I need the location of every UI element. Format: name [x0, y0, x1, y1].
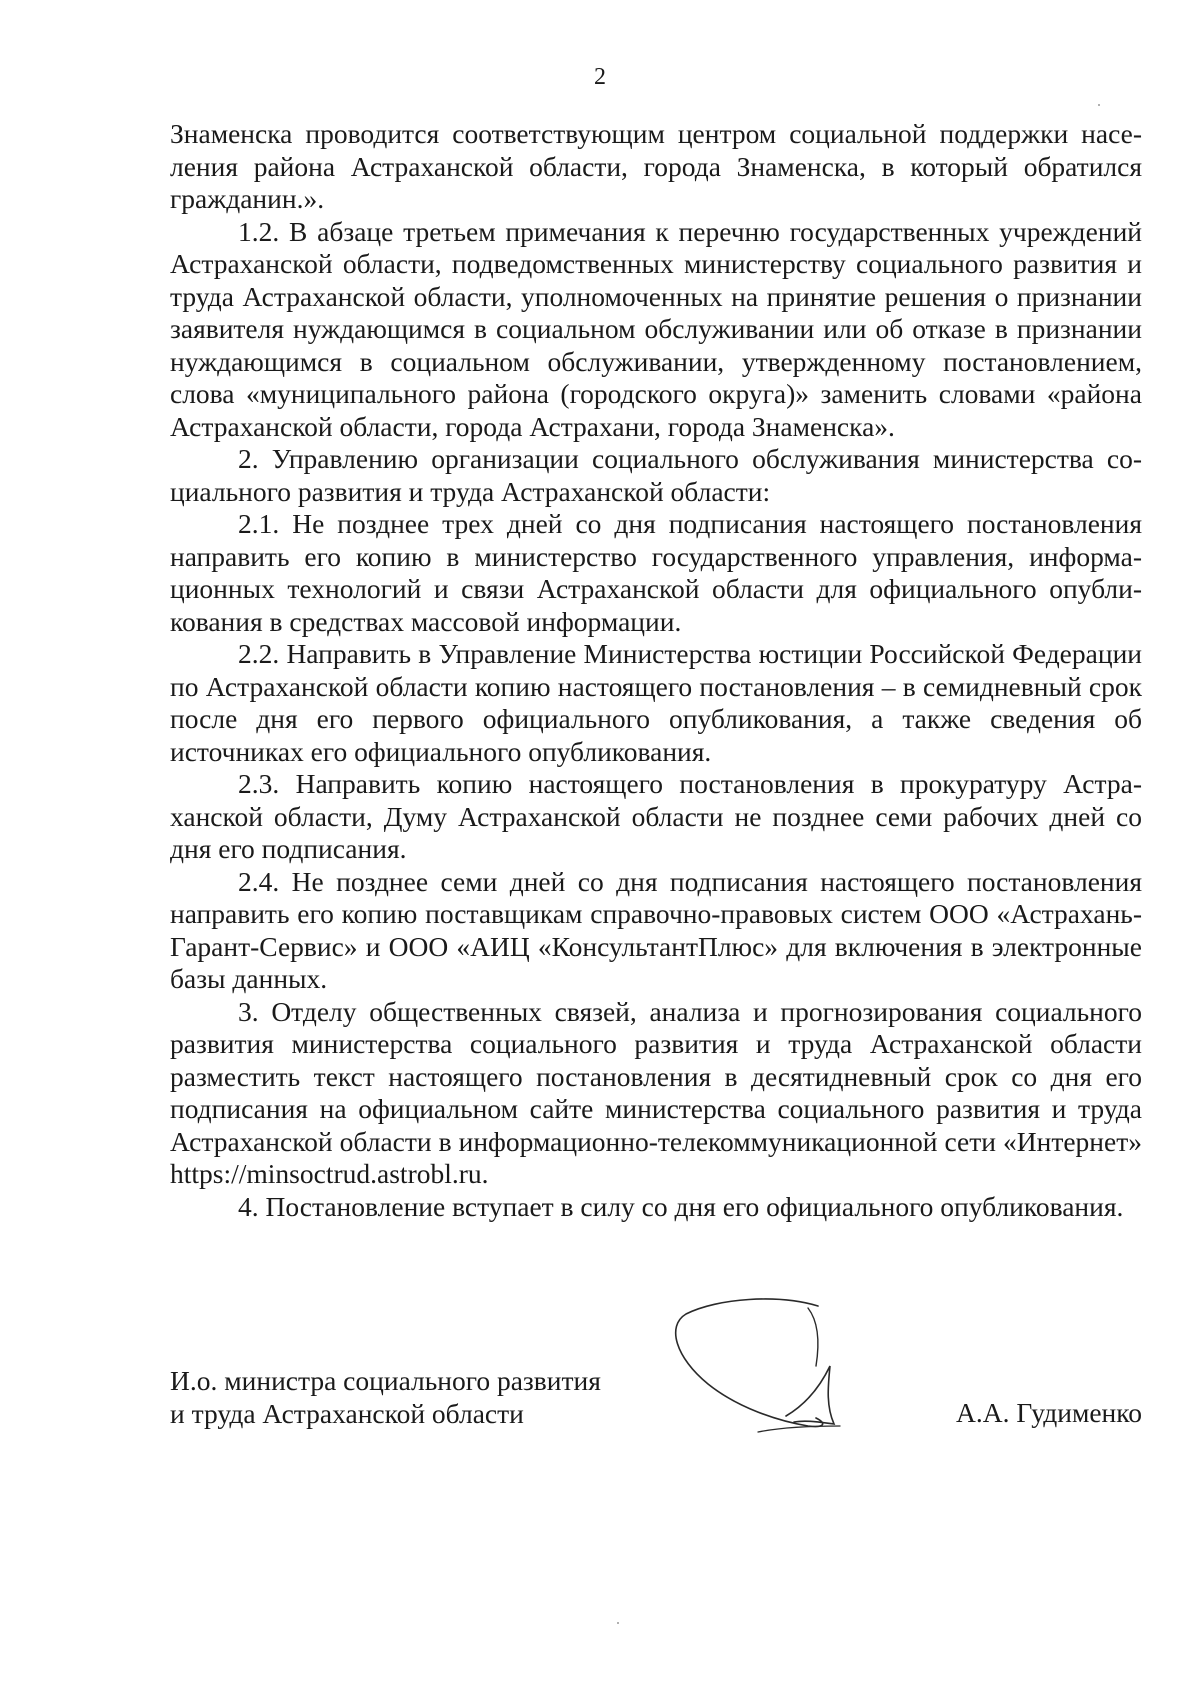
signatory-position-line-2: и труда Астраханской области	[170, 1397, 524, 1429]
paragraph-4: 4. Постановление вступает в силу со дня его официального опубликования.	[238, 1190, 1124, 1222]
document-body	[170, 118, 1142, 1223]
signature-block	[170, 1365, 1142, 1465]
paragraph-2-3: 2.3. Направить копию настоящего постановления в прокуратуру Астраханской области, Думу Астраханской области не позднее семи рабочих дней со дня его подписания.	[170, 768, 1142, 864]
paragraph-continuation: Знаменска проводится соответствующим центром социальной поддержки населения района Астраханской области, города Знаменска, в который обратился гражданин.».	[170, 118, 1142, 214]
paragraph-1-2: 1.2. В абзаце третьем примечания к перечню государственных учреждений Астраханской области, подведомственных министерству социального развития и труда Астраханской области, уполномоченных на принятие решения о признании заявителя нуждающимся в социальном обслуживании или об отказе в признании нуждающимся в социальном обслуживании, утвержденному постановлением, слова «муниципального района (городского округа)» заменить словами «района Астраханской области, города Астрахани, города Знаменска».	[170, 215, 1142, 442]
signatory-position	[170, 1365, 650, 1430]
paragraph-3: 3. Отделу общественных связей, анализа и прогнозирования социального развития министерства социального развития и труда Астраханской области разместить текст настоящего постановления в десятидневный срок со дня его подписания на официальном сайте министерства социального развития и труда Астраханской области в информационно-телекоммуникационной сети «Интернет» https://minsoctrud.astrobl.ru.	[170, 995, 1142, 1189]
paragraph-2-4: 2.4. Не позднее семи дней со дня подписания настоящего постановления направить его копию поставщикам справочно-правовых систем ООО «Астрахань-Гарант-Сервис» и ООО «АИЦ «КонсультантПлюс» для включения в электронные базы данных.	[170, 865, 1142, 994]
paragraph-2-1: 2.1. Не позднее трех дней со дня подписания настоящего постановления направить его копию в министерство государственного управления, информационных технологий и связи Астраханской области для официального опубликования в средствах массовой информации.	[170, 508, 1142, 637]
signatory-position-line-1: И.о. министра социального развития	[170, 1365, 601, 1396]
scan-speck	[1098, 104, 1100, 106]
paragraph-2-2: 2.2. Направить в Управление Министерства юстиции Российской Федерации по Астраханской области копию настоящего постановления – в семидневный срок после дня его первого официального опубликования, а также сведения об источниках его официального опубликования.	[170, 638, 1142, 767]
scan-speck	[617, 1622, 619, 1624]
page-number: 2	[594, 64, 606, 90]
signatory-name: А.А. Гудименко	[956, 1397, 1142, 1428]
paragraph-2: 2. Управлению организации социального обслуживания министерства социального развития и труда Астраханской области:	[170, 443, 1142, 507]
